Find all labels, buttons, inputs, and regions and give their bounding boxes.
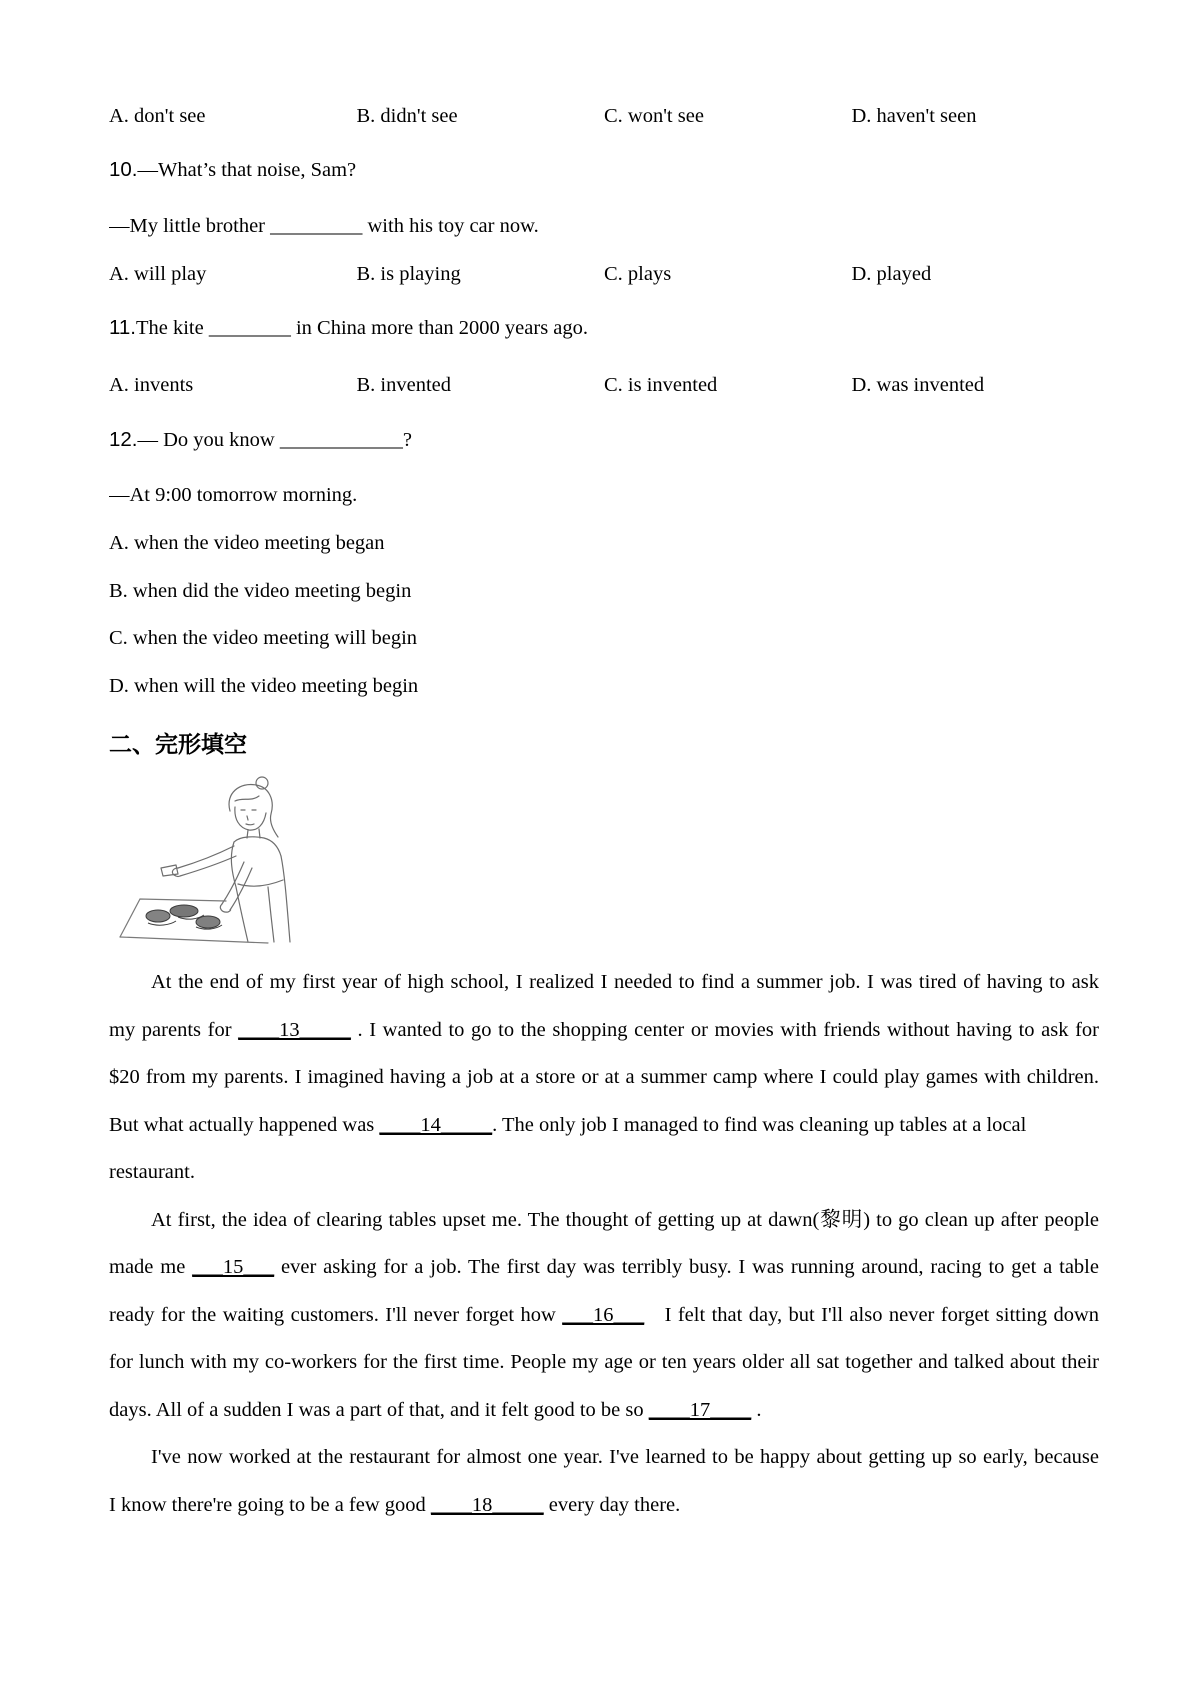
option-b: B. invented: [356, 374, 452, 396]
option-c: C. when the video meeting will begin: [109, 627, 418, 649]
line-text: I felt that day, but I'll also never forget sitting down: [658, 1303, 1099, 1326]
option-a: A. don't see: [109, 105, 206, 127]
line-text: for lunch with my co-workers for the first time. People my age or ten years older all sat together and talked about their: [109, 1351, 1099, 1373]
cloze-blank-14: ____14_____: [379, 1113, 493, 1136]
cloze-line: [109, 1339, 1099, 1387]
cloze-blank-18: ____18_____: [430, 1493, 544, 1516]
question-number: 10.: [109, 158, 138, 181]
question-10-reply: —My little brother _________ with his toy car now.: [109, 215, 539, 237]
question-12-reply: —At 9:00 tomorrow morning.: [109, 484, 358, 506]
cloze-blank-16: ___16___: [562, 1303, 645, 1326]
option-c: C. is invented: [604, 374, 718, 396]
cloze-line: [109, 1197, 1099, 1245]
option-c: C. won't see: [604, 105, 704, 127]
cloze-blank-13: ____13_____: [238, 1018, 351, 1041]
cloze-line: [109, 1244, 1099, 1292]
option-a: A. will play: [109, 263, 207, 285]
option-d: D. haven't seen: [851, 105, 977, 127]
line-text: . I wanted to go to the shopping center or movies with friends without having to ask for: [350, 1018, 1099, 1041]
cloze-line: [109, 1482, 1099, 1530]
line-text: ready for the waiting customers. I'll never forget how: [109, 1303, 563, 1326]
question-number: 12.: [109, 428, 138, 451]
option-d: D. when will the video meeting begin: [109, 675, 419, 697]
line-text: my parents for: [109, 1018, 239, 1041]
cloze-line: [109, 1149, 1099, 1197]
dishes: [146, 905, 222, 929]
cloze-line: [109, 959, 1099, 1007]
question-10-stem: [109, 156, 1099, 184]
option-d: D. was invented: [851, 374, 985, 396]
line-text: At first, the idea of clearing tables upset me. The thought of getting up at dawn(黎明) to go clean up after people: [151, 1208, 1099, 1231]
option-d: D. played: [851, 263, 932, 285]
question-11-stem: [109, 314, 1099, 342]
line-text: I've now worked at the restaurant for almost one year. I've learned to be happy about getting up so early, because: [151, 1446, 1099, 1468]
question-number: 11.: [109, 316, 136, 339]
option-b: B. is playing: [356, 263, 461, 285]
line-text: ever asking for a job. The first day was terribly busy. I was running around, racing to get a table: [274, 1256, 1099, 1278]
question-stem: — Do you know ____________?: [137, 429, 412, 451]
line-text: days. All of a sudden I was a part of that, and it felt good to be so: [109, 1398, 649, 1421]
illustration: [118, 775, 293, 945]
question-stem: The kite ________ in China more than 2000 years ago.: [135, 317, 589, 339]
question-11-options: [109, 371, 1099, 399]
line-text: I know there're going to be a few good: [109, 1493, 431, 1516]
line-text: made me: [109, 1256, 193, 1278]
option-c: C. plays: [604, 263, 672, 285]
line-text: $20 from my parents. I imagined having a job at a store or at a summer camp where I could play games with children.: [109, 1066, 1099, 1088]
cloze-line: [109, 1292, 1099, 1340]
cloze-line: [109, 1007, 1099, 1055]
cloze-blank-17: ____17____: [648, 1398, 752, 1421]
line-text: But what actually happened was: [109, 1113, 380, 1136]
cloze-line: [109, 1434, 1099, 1482]
option-a: A. invents: [109, 374, 194, 396]
cloze-line: [109, 1387, 1099, 1435]
question-stem: —What’s that noise, Sam?: [137, 159, 357, 181]
option-b: B. when did the video meeting begin: [109, 580, 412, 602]
question-12-stem: [109, 426, 1099, 454]
cloze-line: [109, 1054, 1099, 1102]
cloze-passage: [109, 959, 1099, 1529]
line-text: restaurant.: [109, 1161, 195, 1183]
cloze-blank-15: ___15___: [192, 1256, 275, 1278]
table: [120, 899, 268, 943]
line-text: .: [751, 1398, 762, 1421]
cloze-line: [109, 1102, 1099, 1150]
option-b: B. didn't see: [356, 105, 458, 127]
question-10-options: [109, 260, 1099, 288]
line-text: At the end of my first year of high school, I realized I needed to find a summer job. I was tired of having to ask: [151, 971, 1099, 993]
line-text: every day there.: [543, 1493, 681, 1516]
section-heading: 二、完形填空: [109, 732, 247, 758]
question-9-options: [109, 102, 1099, 130]
line-text: . The only job I managed to find was cleaning up tables at a local: [492, 1113, 1027, 1136]
option-a: A. when the video meeting began: [109, 532, 385, 554]
